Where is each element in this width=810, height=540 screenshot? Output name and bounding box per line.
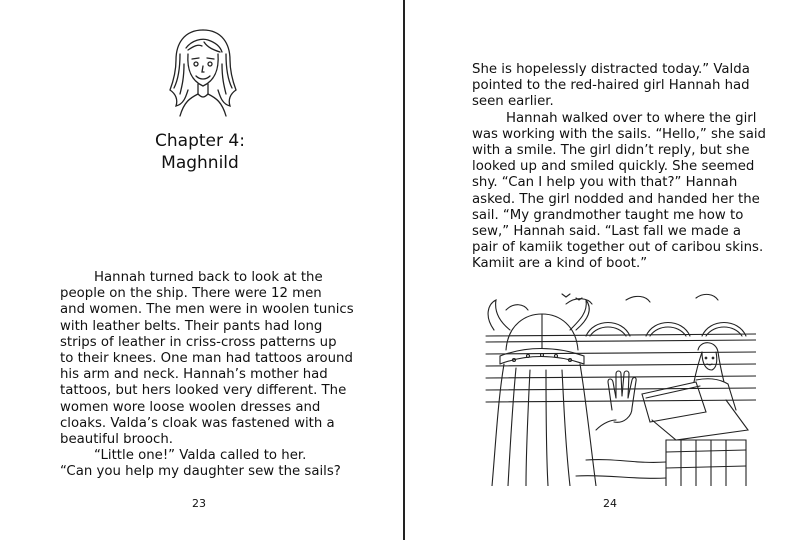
text-line: Hannah turned back to look at the <box>94 270 323 285</box>
text-line: beautiful brooch. <box>60 432 173 448</box>
text-line: shy. “Can I help you with that?” Hannah <box>472 175 738 191</box>
text-line: “Little one!” Valda called to her. <box>94 448 307 464</box>
page-number: 24 <box>603 497 617 510</box>
text-line: pair of kamiik together out of caribou skins. <box>472 240 764 256</box>
left-page-text <box>60 270 354 481</box>
text-line: She is hopelessly distracted today.” Valda <box>472 62 750 77</box>
chapter-heading: Chapter 4: <box>155 131 245 151</box>
text-line: sew,” Hannah said. “Last fall we made a <box>472 224 742 240</box>
text-line: with a smile. The girl didn’t reply, but she <box>472 143 750 159</box>
text-line: Hannah walked over to where the girl <box>506 110 757 126</box>
text-line: his arm and neck. Hannah’s mother had <box>60 367 328 383</box>
text-line: sail. “My grandmother taught me how to <box>472 207 744 223</box>
text-line: strips of leather in criss-cross patterns up <box>60 334 337 350</box>
text-line: asked. The girl nodded and handed her the <box>472 191 760 207</box>
text-line: to their knees. One man had tattoos around <box>60 351 353 367</box>
text-line: was working with the sails. “Hello,” she said <box>472 126 766 142</box>
text-line: seen earlier. <box>472 94 554 110</box>
right-page-text <box>472 62 766 273</box>
text-line: people on the ship. There were 12 men <box>60 286 322 302</box>
text-line: and women. The men were in woolen tunics <box>60 302 354 318</box>
text-line: “Can you help my daughter sew the sails? <box>60 464 341 480</box>
text-line: cloaks. Valda’s cloak was fastened with a <box>60 415 335 431</box>
text-line: tattoos, but hers looked very different. The <box>60 383 347 399</box>
left-page <box>0 0 404 540</box>
chapter-title: Maghnild <box>161 153 239 173</box>
page-number: 23 <box>192 497 206 510</box>
viking-ship-scene-illustration <box>466 290 756 486</box>
maghnild-portrait-illustration <box>158 24 248 124</box>
text-line: women wore loose woolen dresses and <box>60 399 321 415</box>
text-line: pointed to the red-haired girl Hannah had <box>472 78 750 94</box>
text-line: with leather belts. Their pants had long <box>60 318 323 334</box>
text-line: Kamiit are a kind of boot.” <box>472 256 648 272</box>
text-line: looked up and smiled quickly. She seemed <box>472 159 755 175</box>
